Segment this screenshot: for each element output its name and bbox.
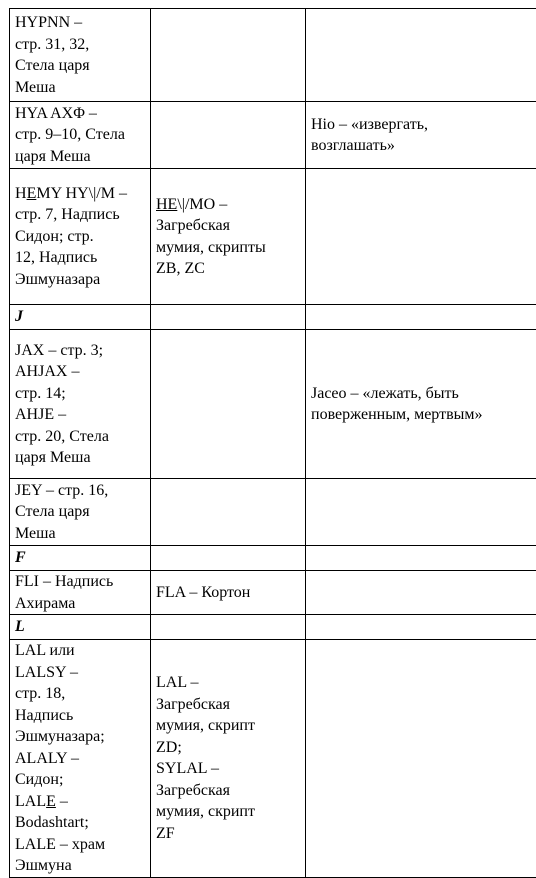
section-row [10, 546, 536, 571]
section-row [10, 615, 536, 640]
table-row [10, 571, 536, 615]
table-row [10, 102, 536, 169]
table-row [10, 9, 536, 102]
table-row [10, 479, 536, 546]
section-row [10, 305, 536, 330]
parallel-form-cell [151, 9, 306, 102]
script-form-cell: LAL или LALSY – стр. 18, Надпись Эшмуназара; ALALY – Сидон; LALE – Bodashtart; LALE – храм Эшмуна [10, 640, 151, 878]
section-letter: F [10, 546, 151, 571]
script-form-cell: HEMY HY\|/M – стр. 7, Надпись Сидон; стр. 12, Надпись Эшмуназара [10, 169, 151, 305]
table-row [10, 330, 536, 479]
parallel-form-cell: LAL – Загребская мумия, скрипт ZD; SYLAL – Загребская мумия, скрипт ZF [151, 640, 306, 878]
parallel-form-cell [151, 479, 306, 546]
parallel-form-cell: FLA – Кортон [151, 571, 306, 615]
parallel-form-cell [151, 330, 306, 479]
table-row [10, 169, 536, 305]
script-form-cell: FLI – Надпись Ахирама [10, 571, 151, 615]
parallel-form-cell [151, 102, 306, 169]
etymology-cell: Hio – «извергать, возглашать» [306, 102, 536, 169]
etymology-cell [306, 479, 536, 546]
etymology-cell [306, 9, 536, 102]
etymology-cell [306, 169, 536, 305]
section-letter: J [10, 305, 151, 330]
script-form-cell: HYA AXΦ – стр. 9–10, Стела царя Меша [10, 102, 151, 169]
section-letter: L [10, 615, 151, 640]
script-form-cell: JEY – стр. 16, Стела царя Меша [10, 479, 151, 546]
lexicon-table [9, 8, 536, 878]
table-row [10, 640, 536, 878]
parallel-form-cell: HE\|/MO – Загребская мумия, скрипты ZB, ZC [151, 169, 306, 305]
script-form-cell: JAX – стр. 3; AHJAX – стр. 14; AHJE – стр. 20, Стела царя Меша [10, 330, 151, 479]
etymology-cell [306, 571, 536, 615]
script-form-cell: HYPNN – стр. 31, 32, Стела царя Меша [10, 9, 151, 102]
etymology-cell: Jaceo – «лежать, быть поверженным, мертвым» [306, 330, 536, 479]
etymology-cell [306, 640, 536, 878]
